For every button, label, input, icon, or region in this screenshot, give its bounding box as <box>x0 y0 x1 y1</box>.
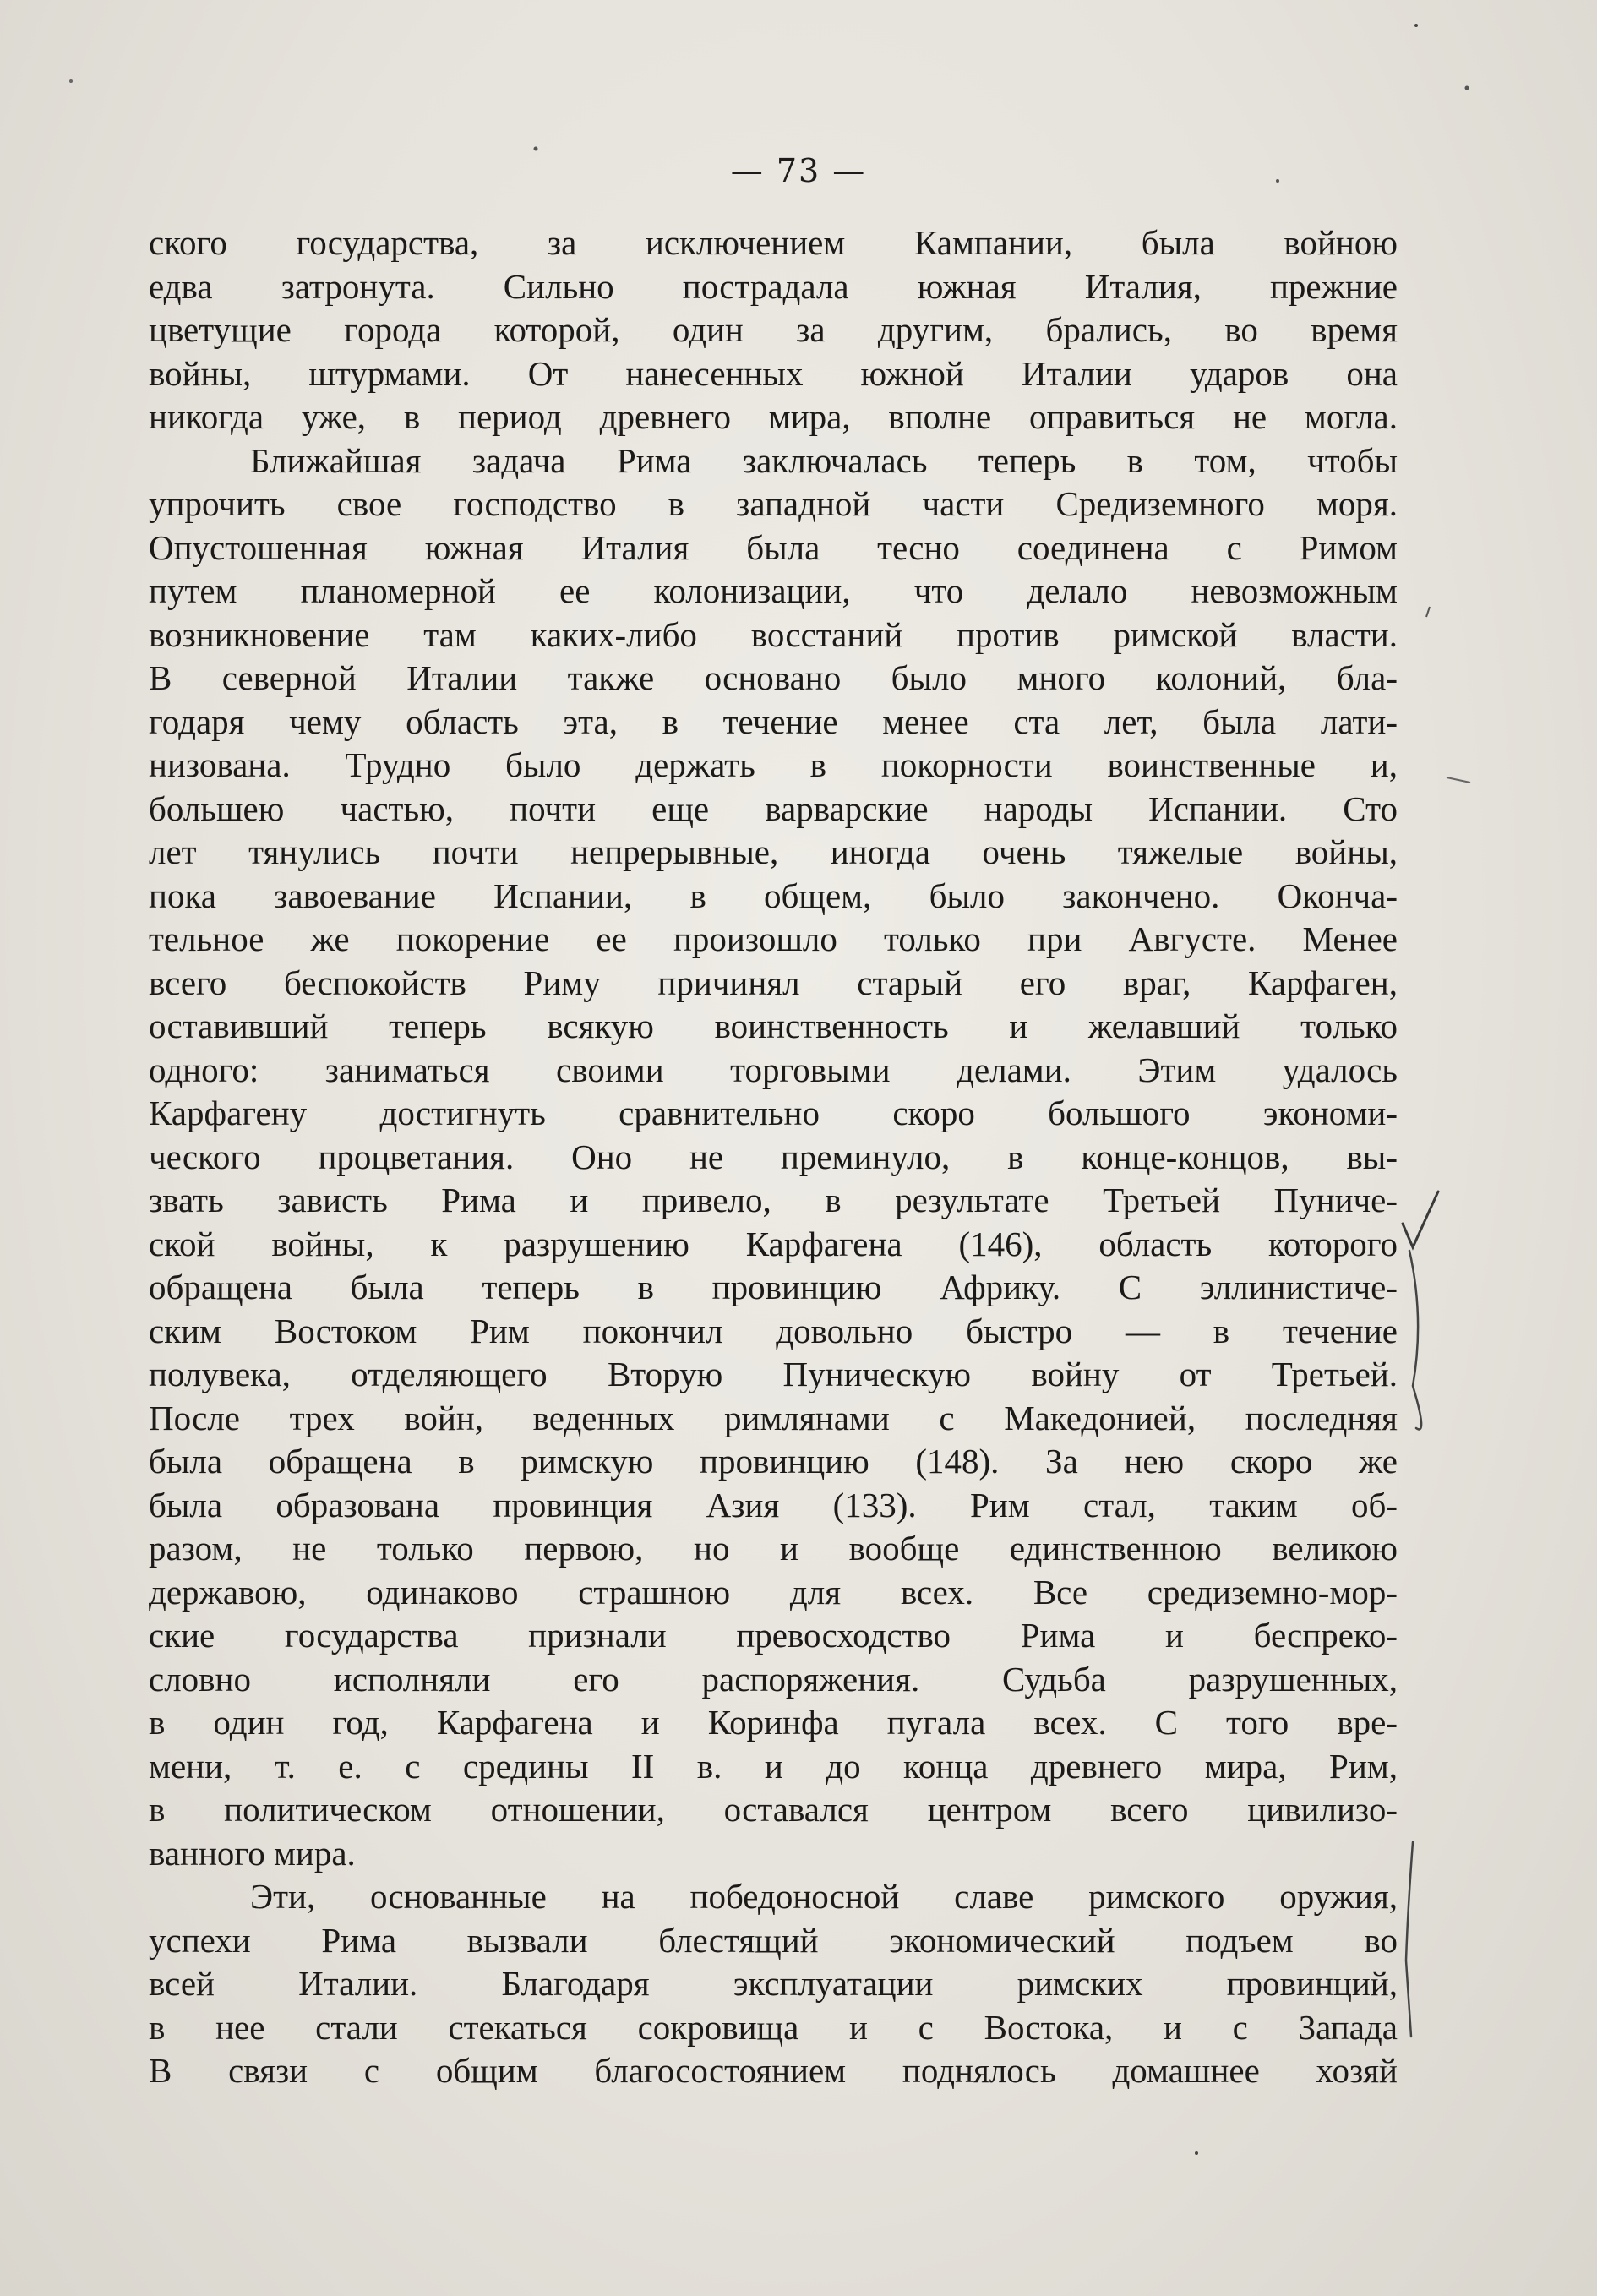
text-line: низована. Трудно было держать в покорности воинственные и, <box>149 745 1398 784</box>
text-line: одного: заниматься своими торговыми делами. Этим удалось <box>149 1050 1398 1089</box>
ink-speck <box>1195 2151 1198 2155</box>
text-line: всего беспокойств Риму причинял старый его враг, Карфаген, <box>149 963 1398 1002</box>
paragraph-1 <box>149 221 1398 439</box>
ink-speck <box>1465 86 1469 90</box>
text-line: войны, штурмами. От нанесенных южной Италии ударов она <box>149 353 1398 393</box>
pencil-bracket-upper <box>1409 1251 1421 1429</box>
text-line: ские государства признали превосходство Рима и беспреко- <box>149 1616 1398 1655</box>
text-line: лет тянулись почти непрерывные, иногда очень тяжелые войны, <box>149 832 1398 871</box>
text-line: ванного мира. <box>149 1833 356 1873</box>
ink-speck <box>534 147 538 151</box>
text-line: в один год, Карфагена и Коринфа пугала всех. С того вре- <box>149 1703 1398 1742</box>
text-line: После трех войн, веденных римлянами с Македонией, последняя <box>149 1398 1398 1437</box>
pencil-tick-mark <box>1426 607 1430 617</box>
text-line: Ближайшая задача Рима заключалась теперь в том, чтобы <box>250 440 1398 480</box>
text-line: обращена была теперь в провинцию Африку. С эллинистиче- <box>149 1268 1398 1306</box>
pencil-tick-mark <box>1447 777 1470 783</box>
text-line: тельное же покорение ее произошло только при Августе. Менее <box>149 919 1398 958</box>
text-line: всей Италии. Благодаря эксплуатации римских провинций, <box>149 1964 1398 2003</box>
text-line: большею частью, почти еще варварские народы Испании. Сто <box>149 788 1398 828</box>
ink-speck <box>1414 24 1418 27</box>
paragraph-2 <box>149 439 1398 1876</box>
text-line: Опустошенная южная Италия была тесно соединена с Римом <box>149 527 1398 567</box>
text-line: в политическом отношении, оставался центром всего цивилизо- <box>149 1790 1398 1829</box>
text-line: ской войны, к разрушению Карфагена (146), область которого <box>149 1224 1398 1263</box>
text-line: В связи с общим благосостоянием поднялось домашнее хозяй <box>149 2051 1398 2090</box>
pencil-bracket-lower <box>1406 1842 1413 2037</box>
text-line: оставивший теперь всякую воинственность и желавший только <box>149 1006 1398 1045</box>
text-line: мени, т. е. с средины II в. и до конца древнего мира, Рим, <box>149 1746 1398 1786</box>
text-line: цветущие города которой, один за другим, брались, во время <box>149 310 1398 349</box>
pencil-check-mark <box>1403 1192 1438 1247</box>
text-line: словно исполняли его распоряжения. Судьба разрушенных, <box>149 1659 1398 1699</box>
text-line: возникновение там каких-либо восстаний против римской власти. <box>149 614 1398 654</box>
text-line: едва затронута. Сильно пострадала южная Италия, прежние <box>149 266 1398 306</box>
text-line: путем планомерной ее колонизации, что делало невозможным <box>149 571 1398 610</box>
text-line: пока завоевание Испании, в общем, было закончено. Оконча- <box>149 875 1398 915</box>
text-line: была обращена в римскую провинцию (148). За нею скоро же <box>149 1442 1398 1481</box>
text-line: в нее стали стекаться сокровища и с Востока, и с Запада <box>149 2007 1398 2047</box>
text-line: звать зависть Рима и привело, в результате Третьей Пуниче- <box>149 1181 1398 1219</box>
text-line: полувека, отделяющего Вторую Пуническую войну от Третьей. <box>149 1355 1398 1393</box>
text-line: упрочить свое господство в западной части Средиземного моря. <box>149 484 1398 523</box>
text-line: ческого процветания. Оно не преминуло, в конце-концов, вы- <box>149 1137 1398 1176</box>
text-line: Карфагену достигнуть сравнительно скоро большого экономи- <box>149 1093 1398 1132</box>
text-line: державою, одинаково страшною для всех. Все средиземно-мор- <box>149 1572 1398 1612</box>
paragraph-3 <box>149 1875 1398 2093</box>
text-line: ского государства, за исключением Кампании, была войною <box>149 223 1398 262</box>
text-line: разом, не только первою, но и вообще единственною великою <box>149 1529 1398 1568</box>
text-line: ским Востоком Рим покончил довольно быстро — в течение <box>149 1311 1398 1350</box>
page-number: — 73 — <box>730 152 867 189</box>
text-line: никогда уже, в период древнего мира, вполне оправиться не могла. <box>149 397 1398 436</box>
text-line: успехи Рима вызвали блестящий экономический подъем во <box>149 1920 1398 1960</box>
text-line: была образована провинция Азия (133). Рим стал, таким об- <box>149 1485 1398 1524</box>
text-line: годаря чему область эта, в течение менее ста лет, была лати- <box>149 701 1398 741</box>
ink-speck <box>69 79 73 83</box>
text-line: Эти, основанные на победоносной славе римского оружия, <box>250 1877 1398 1916</box>
text-body <box>149 221 1398 2093</box>
text-line: В северной Италии также основано было много колоний, бла- <box>149 658 1398 697</box>
